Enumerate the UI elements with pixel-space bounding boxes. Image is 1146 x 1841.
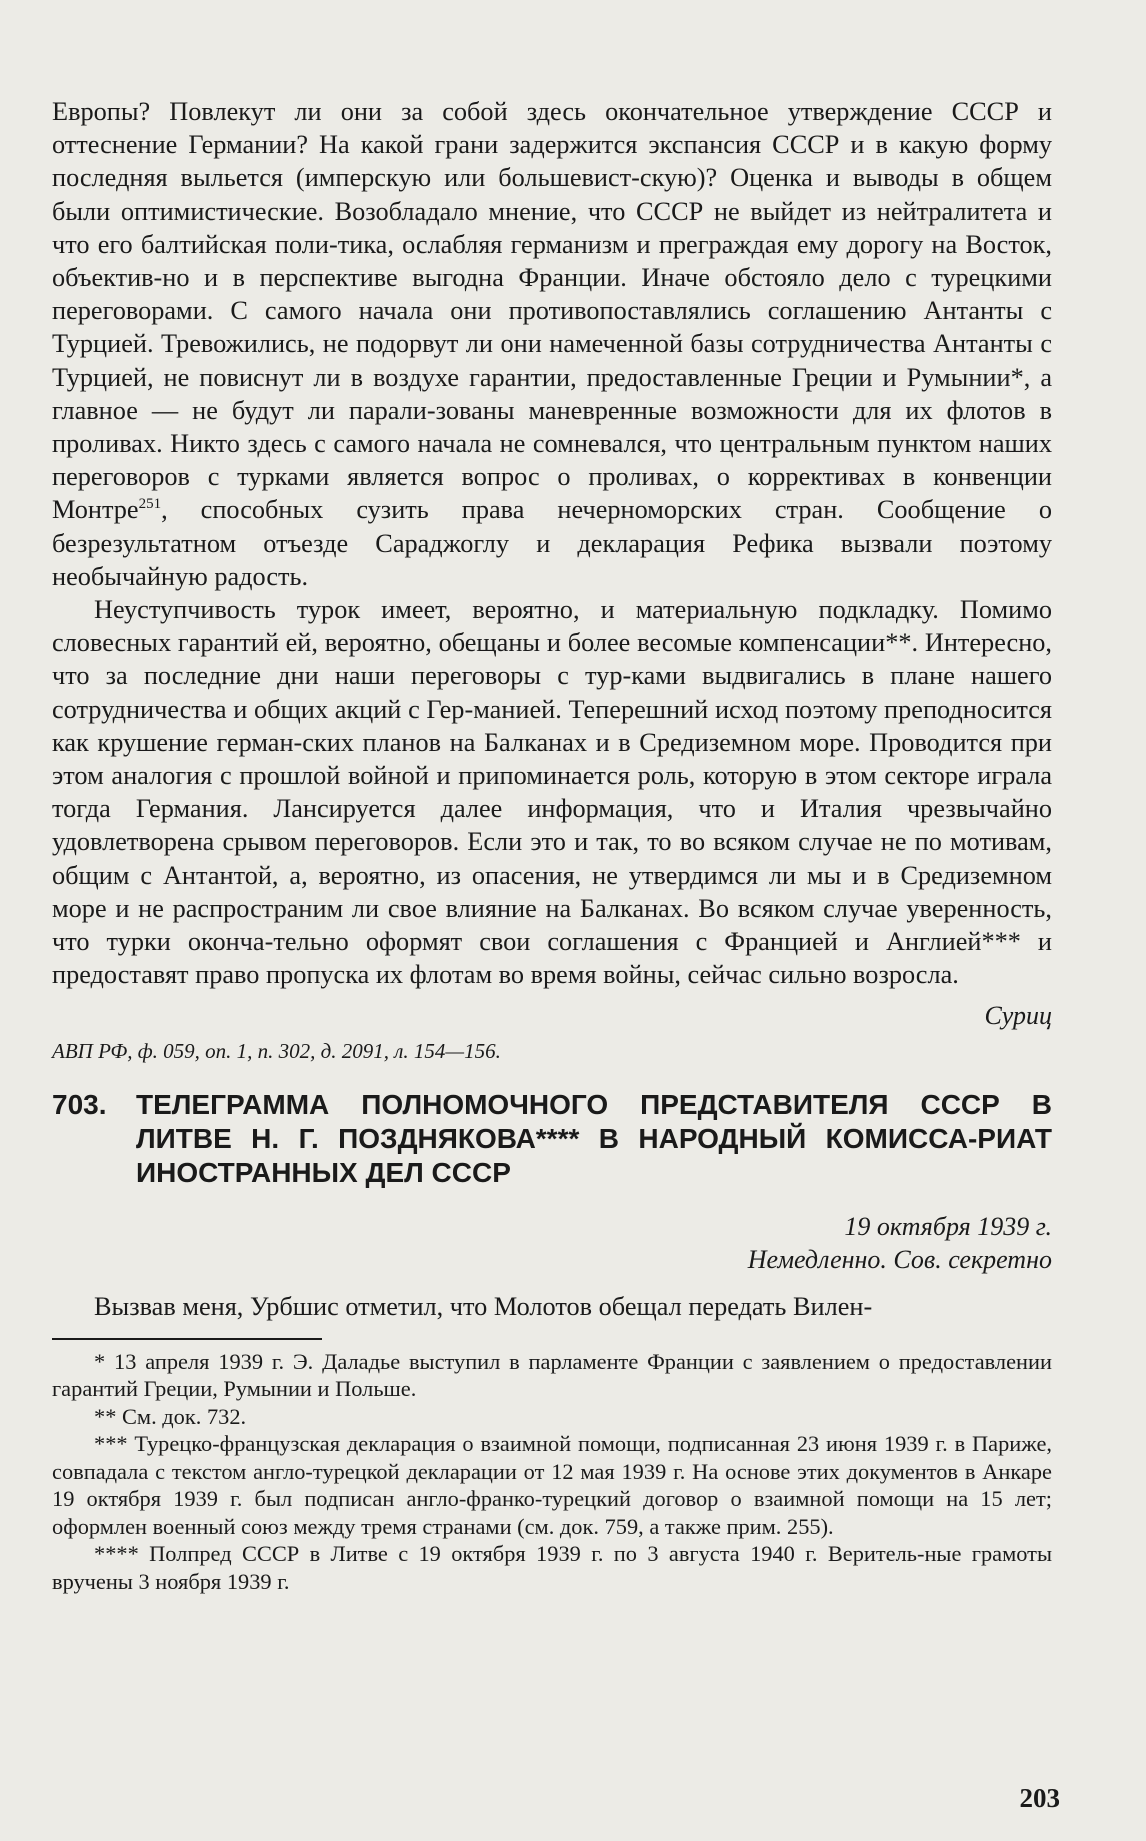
footnote-ref-251: 251 xyxy=(138,496,162,513)
document-date: 19 октября 1939 г. xyxy=(844,1212,1052,1242)
document-title: ТЕЛЕГРАММА ПОЛНОМОЧНОГО ПРЕДСТАВИТЕЛЯ СССР В ЛИТВЕ Н. Г. ПОЗДНЯКОВА**** В НАРОДНЫЙ КОМИССА-РИАТ ИНОСТРАННЫХ ДЕЛ СССР xyxy=(136,1089,1052,1189)
document-first-line: Вызвав меня, Урбшис отметил, что Молотов обещал передать Вилен- xyxy=(94,1292,873,1322)
paragraph-1 xyxy=(52,95,1052,593)
footnote-divider xyxy=(52,1338,322,1340)
footnote-4: **** Полпред СССР в Литве с 19 октября 1939 г. по 3 августа 1940 г. Веритель-ные грамоты вручены 3 ноября 1939 г. xyxy=(52,1541,1052,1594)
document-number: 703. xyxy=(52,1089,107,1121)
signature: Суриц xyxy=(984,1001,1052,1031)
paragraph-2: Неуступчивость турок имеет, вероятно, и материальную подкладку. Помимо словесных гарантий ей, вероятно, обещаны и более весомые компенсации**. Интересно, что за последние дни наши переговоры с тур-ками выдвигались в плане нашего сотрудничества и общих акций с Гер-манией. Теперешний исход поэтому преподносится как крушение герман-ских планов на Балканах и в Средиземном море. Проводится при этом аналогия с прошлой войной и припоминается роль, которую в этом секторе играла тогда Германия. Лансируется далее информация, что и Италия чрезвычайно удовлетворена срывом переговоров. Если это и так, то во всяком случае не по мотивам, общим с Антантой, а, вероятно, из опасения, не утвердимся ли мы и в Средиземном море и не распространим ли свое влияние на Балканах. Во всяком случае уверенность, что турки оконча-тельно оформят свои соглашения с Францией и Англией*** и предоставят право пропуска их флотам во время войны, сейчас сильно возросла. xyxy=(52,595,1052,990)
page-content xyxy=(52,95,1052,1595)
paragraph-1-text-end: , способных сузить права нечерноморских стран. Сообщение о безрезультатном отъезде Сараджоглу и декларация Рефика вызвали поэтому необычайную радость. xyxy=(52,495,1052,591)
paragraph-1-text: Европы? Повлекут ли они за собой здесь окончательное утверждение СССР и оттеснение Германии? На какой грани задержится экспансия СССР и в какую форму последняя выльется (имперскую или большевист-скую)? Оценка и выводы в общем были оптимистические. Возобладало мнение, что СССР не выйдет из нейтралитета и что его балтийская поли-тика, ослабляя германизм и преграждая ему дорогу на Восток, объектив-но и в перспективе выгодна Франции. Иначе обстояло дело с турецкими переговорами. С самого начала они противопоставлялись соглашению Антанты с Турцией. Тревожились, не подорвут ли они намеченной базы сотрудничества Антанты с Турцией, не повиснут ли в воздухе гарантии, предоставленные Греции и Румынии*, а главное — не будут ли парали-зованы маневренные возможности для их флотов в проливах. Никто здесь с самого начала не сомневался, что центральным пунктом наших переговоров с турками является вопрос о проливах, о коррективах в конвенции Монтре xyxy=(52,97,1052,525)
archive-reference: АВП РФ, ф. 059, оп. 1, п. 302, д. 2091, л. 154—156. xyxy=(52,1039,501,1064)
secrecy-marking: Немедленно. Сов. секретно xyxy=(747,1245,1052,1275)
document-heading xyxy=(52,1088,1052,1190)
footnote-2: ** См. док. 732. xyxy=(94,1403,247,1429)
footnote-1: * 13 апреля 1939 г. Э. Даладье выступил в парламенте Франции с заявлением о предоставлении гарантий Греции, Румынии и Польше. xyxy=(52,1348,1052,1402)
footnote-3: *** Турецко-французская декларация о взаимной помощи, подписанная 23 июня 1939 г. в Париже, совпадала с текстом англо-турецкой декларации от 12 мая 1939 г. На основе этих документов в Анкаре 19 октября 1939 г. был подписан англо-франко-турецкий договор о взаимной помощи на 15 лет; оформлен военный союз между тремя странами (см. док. 759, а также прим. 255). xyxy=(52,1431,1052,1539)
page-number: 203 xyxy=(1019,1783,1060,1813)
